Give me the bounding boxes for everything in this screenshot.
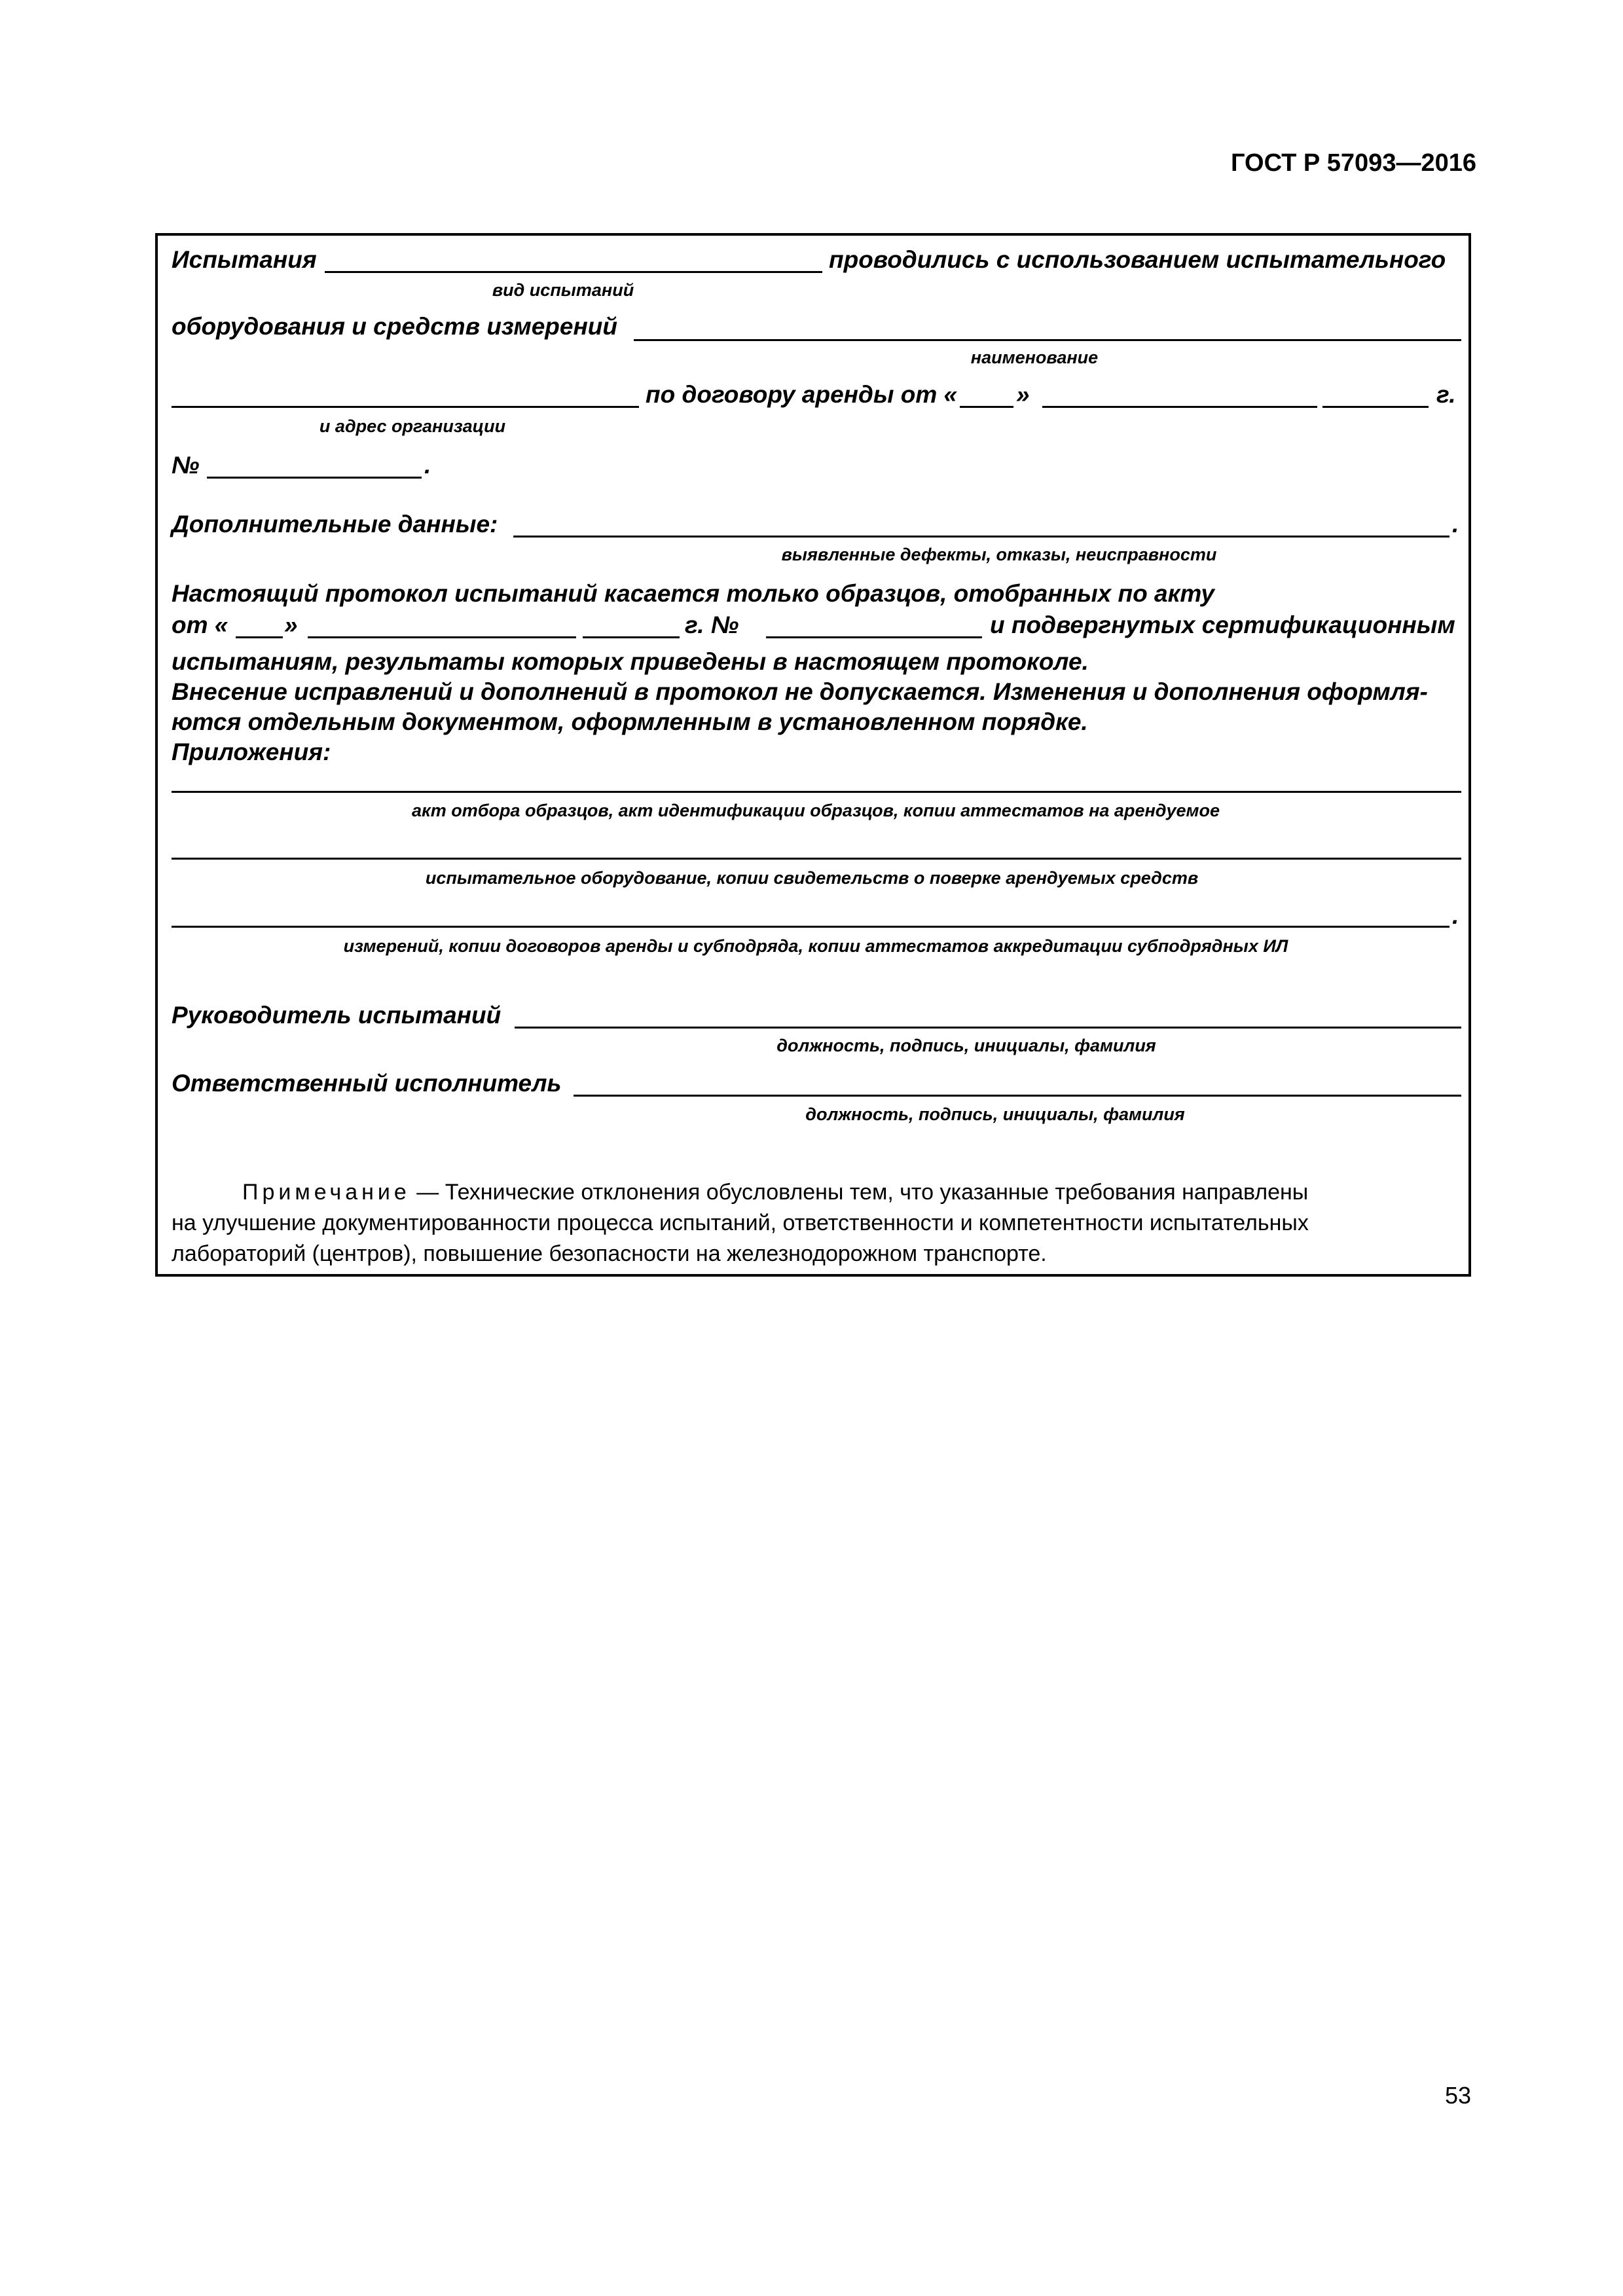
additional-data-field[interactable]	[513, 536, 1450, 538]
certification-text: и подвергнутых сертификационным	[990, 611, 1455, 638]
test-head-signature-field[interactable]	[515, 1027, 1461, 1029]
corrections-text-2: ются отдельным документом, оформленным в установленном порядке.	[172, 708, 1088, 735]
contract-month-field[interactable]	[1042, 406, 1317, 408]
contract-day-field[interactable]	[960, 406, 1013, 408]
year-abbrev: г.	[1436, 381, 1456, 408]
note-line-1	[172, 1177, 1456, 1208]
additional-data-label: Дополнительные данные:	[172, 511, 498, 538]
conducted-using-text: проводились с использованием испытательного	[829, 246, 1446, 273]
equipment-name-caption: наименование	[970, 348, 1099, 367]
note-block	[172, 1177, 1456, 1269]
number-period: .	[424, 452, 431, 479]
equipment-name-field[interactable]	[634, 339, 1461, 341]
number-sign: №	[172, 452, 200, 479]
attachments-period: .	[1452, 902, 1459, 929]
test-head-label: Руководитель испытаний	[172, 1002, 501, 1029]
note-dash: —	[410, 1180, 445, 1205]
act-day-field[interactable]	[236, 636, 283, 638]
responsible-executor-caption: должность, подпись, инициалы, фамилия	[805, 1104, 1185, 1124]
attachments-field-2[interactable]	[172, 858, 1461, 860]
organization-caption: и адрес организации	[319, 416, 506, 436]
responsible-executor-signature-field[interactable]	[574, 1095, 1461, 1097]
results-text: испытаниям, результаты которых приведены в настоящем протоколе.	[172, 648, 1089, 675]
contract-quote-close: »	[1016, 381, 1030, 408]
test-type-caption: вид испытаний	[492, 280, 634, 300]
document-code: ГОСТ Р 57093—2016	[1231, 149, 1476, 177]
note-text-2: на улучшение документированности процесса испытаний, ответственности и компетентности испытательных	[172, 1211, 1309, 1235]
responsible-executor-label: Ответственный исполнитель	[172, 1070, 562, 1097]
act-year-field[interactable]	[583, 636, 680, 638]
act-number-field[interactable]	[766, 636, 982, 638]
act-date-from: от «	[172, 611, 228, 638]
attachments-label: Приложения:	[172, 738, 331, 765]
protocol-scope-text: Настоящий протокол испытаний касается только образцов, отобранных по акту	[172, 580, 1214, 607]
test-head-caption: должность, подпись, инициалы, фамилия	[776, 1036, 1156, 1055]
note-text-3: лабораторий (центров), повышение безопасности на железнодорожном транспорте.	[172, 1241, 1047, 1266]
contract-number-field[interactable]	[207, 477, 422, 479]
attachments-caption-1: акт отбора образцов, акт идентификации образцов, копии аттестатов на арендуемое	[412, 801, 1220, 820]
attachments-field-1[interactable]	[172, 791, 1461, 793]
act-year-number: г. №	[685, 611, 739, 638]
equipment-label: оборудования и средств измерений	[172, 313, 617, 340]
defects-caption: выявленные дефекты, отказы, неисправности	[781, 545, 1217, 564]
contract-year-field[interactable]	[1322, 406, 1429, 408]
organization-address-field[interactable]	[172, 406, 639, 408]
note-label: Примечание	[242, 1180, 410, 1205]
act-month-field[interactable]	[308, 636, 576, 638]
act-quote-close: »	[284, 611, 298, 638]
page-number: 53	[1444, 2082, 1471, 2109]
attachments-caption-3: измерений, копии договоров аренды и субподряда, копии аттестатов аккредитации субподрядных ИЛ	[343, 936, 1288, 956]
additional-data-period: .	[1452, 511, 1459, 538]
note-text-1: Технические отклонения обусловлены тем, что указанные требования направлены	[445, 1180, 1309, 1205]
tests-label: Испытания	[172, 246, 317, 273]
attachments-caption-2: испытательное оборудование, копии свидетельств о поверке арендуемых средств	[425, 868, 1199, 888]
attachments-field-3[interactable]	[172, 926, 1450, 928]
corrections-text-1: Внесение исправлений и дополнений в протокол не допускается. Изменения и дополнения оформля-	[172, 678, 1428, 705]
test-type-field[interactable]	[325, 271, 822, 273]
rent-contract-text: по договору аренды от «	[646, 381, 958, 408]
